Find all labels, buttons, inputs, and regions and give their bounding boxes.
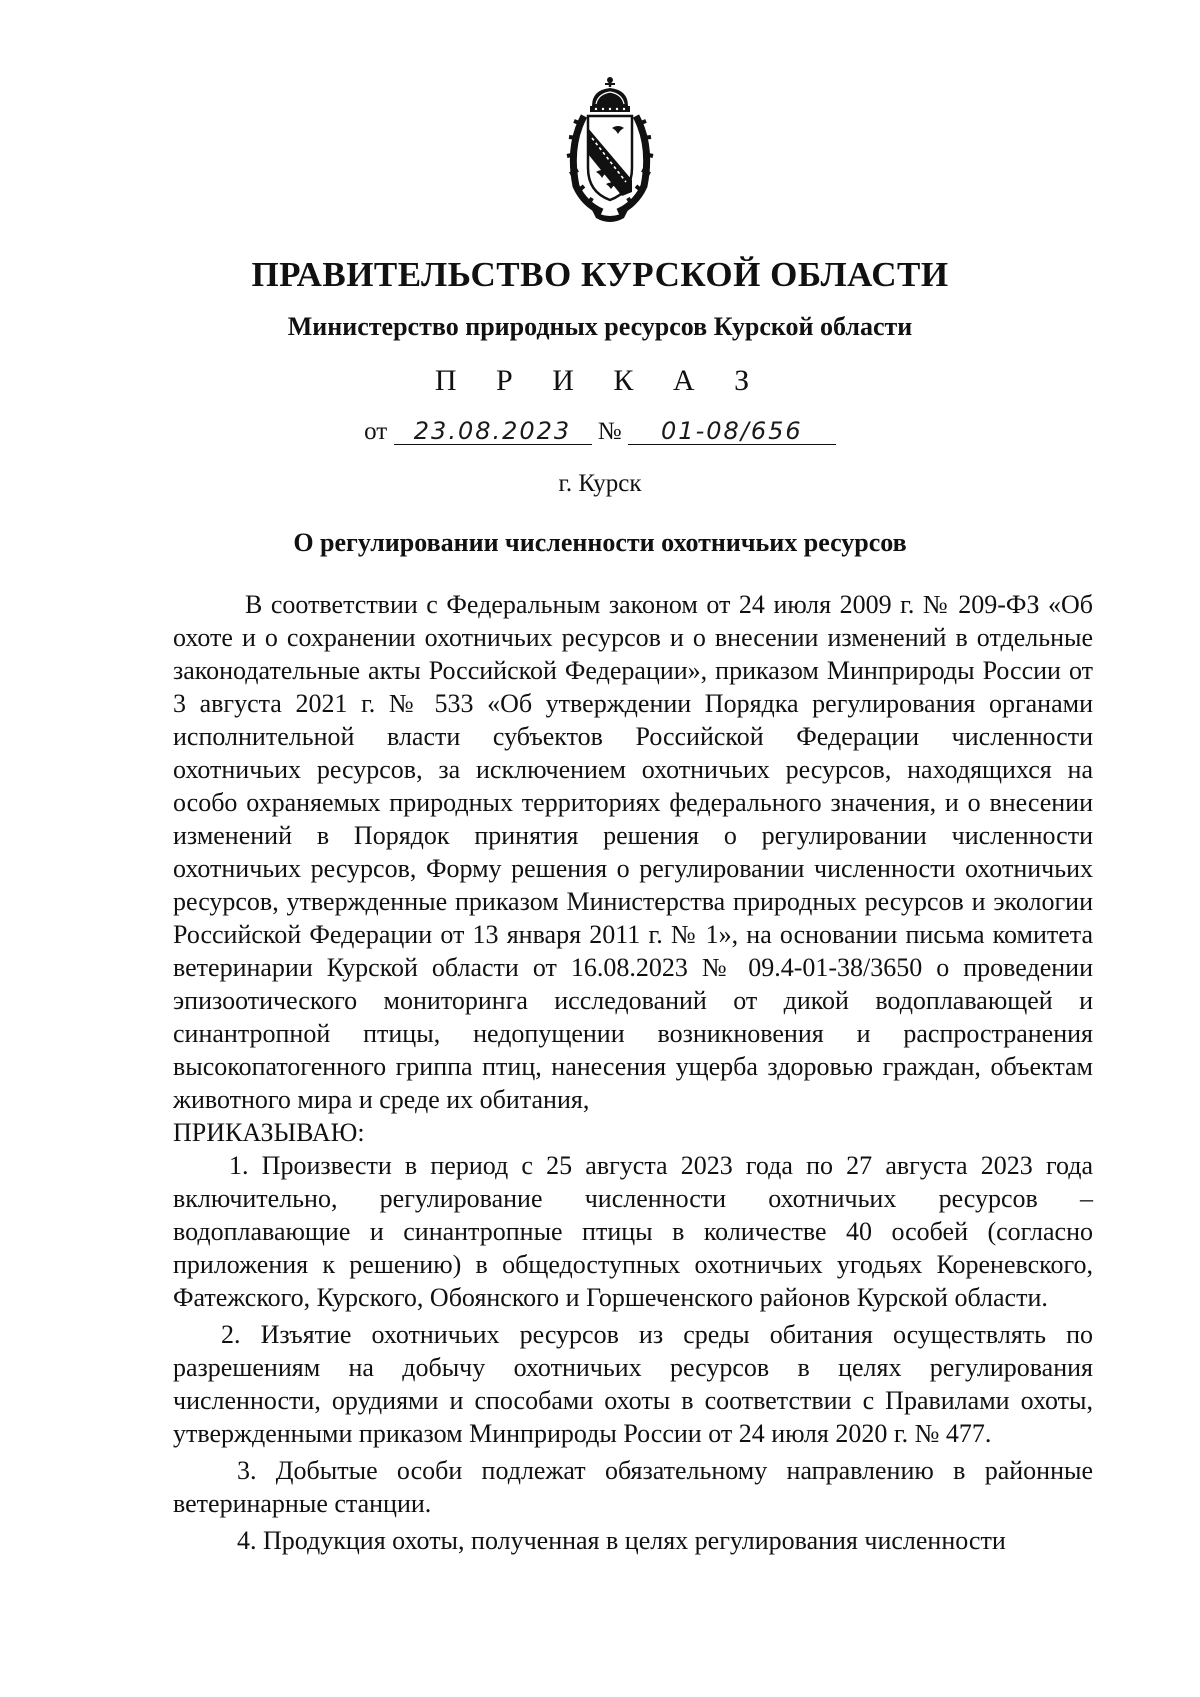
city-line: г. Курск — [558, 470, 642, 497]
order-item-3: 3. Добытые особи подлежат обязательному направлению в районные ветеринарные станции. — [173, 1456, 1093, 1518]
handwritten-date: 23.08.2023 — [394, 418, 592, 445]
date-number-line — [0, 418, 1200, 446]
command-word: ПРИКАЗЫВАЮ: — [173, 1118, 365, 1147]
kursk-coat-of-arms-icon — [562, 76, 658, 226]
document-type: П Р И К А З — [434, 364, 766, 397]
preamble-paragraph: В соответствии с Федеральным законом от 24 июля 2009 г. № 209-ФЗ «Об охоте и о сохранении охотничьих ресурсов и о внесении изменений в отдельные законодательные акты Российской Федерации», приказом Минприроды России от 3 августа 2021 г. № 533 «Об утверждении Порядка регулирования органами исполнительной власти субъектов Российской Федерации численности охотничьих ресурсов, за исключением охотничьих ресурсов, находящихся на особо охраняемых природных территориях федерального значения, и о внесении изменений в Порядок принятия решения о регулировании численности охотничьих ресурсов, Форму решения о регулировании численности охотничьих ресурсов, утвержденные приказом Министерства природных ресурсов и экологии Российской Федерации от 13 января 2011 г. № 1», на основании письма комитета ветеринарии Курской области от 16.08.2023 № 09.4-01-38/3650 о проведении эпизоотического мониторинга исследований от дикой водоплавающей и синантропной птицы, недопущении возникновения и распространения высокопатогенного гриппа птиц, нанесения ущерба здоровью граждан, объектам животного мира и среде их обитания, — [173, 590, 1093, 1114]
document-body — [173, 588, 1093, 1557]
document-subject: О регулировании численности охотничьих ресурсов — [293, 528, 907, 557]
number-prefix: № — [597, 418, 622, 445]
handwritten-number: 01-08/656 — [628, 418, 836, 445]
date-prefix: от — [364, 418, 388, 445]
order-item-4: 4. Продукция охоты, полученная в целях регулирования численности — [237, 1526, 1006, 1555]
ministry-name: Министерство природных ресурсов Курской области — [287, 312, 913, 341]
order-item-1: 1. Произвести в период с 25 августа 2023 года по 27 августа 2023 года включительно, регулирование численности охотничьих ресурсов – водоплавающие и синантропные птицы в количестве 40 особей (согласно приложения к решению) в общедоступных охотничьих угодьях Кореневского, Фатежского, Курского, Обоянского и Горшеченского районов Курской области. — [173, 1151, 1093, 1312]
organization-title: ПРАВИТЕЛЬСТВО КУРСКОЙ ОБЛАСТИ — [251, 255, 949, 294]
order-item-2: 2. Изъятие охотничьих ресурсов из среды обитания осуществлять по разрешениям на добычу охотничьих ресурсов в целях регулирования численности, орудиями и способами охоты в соответствии с Правилами охоты, утвержденными приказом Минприроды России от 24 июля 2020 г. № 477. — [173, 1320, 1093, 1448]
